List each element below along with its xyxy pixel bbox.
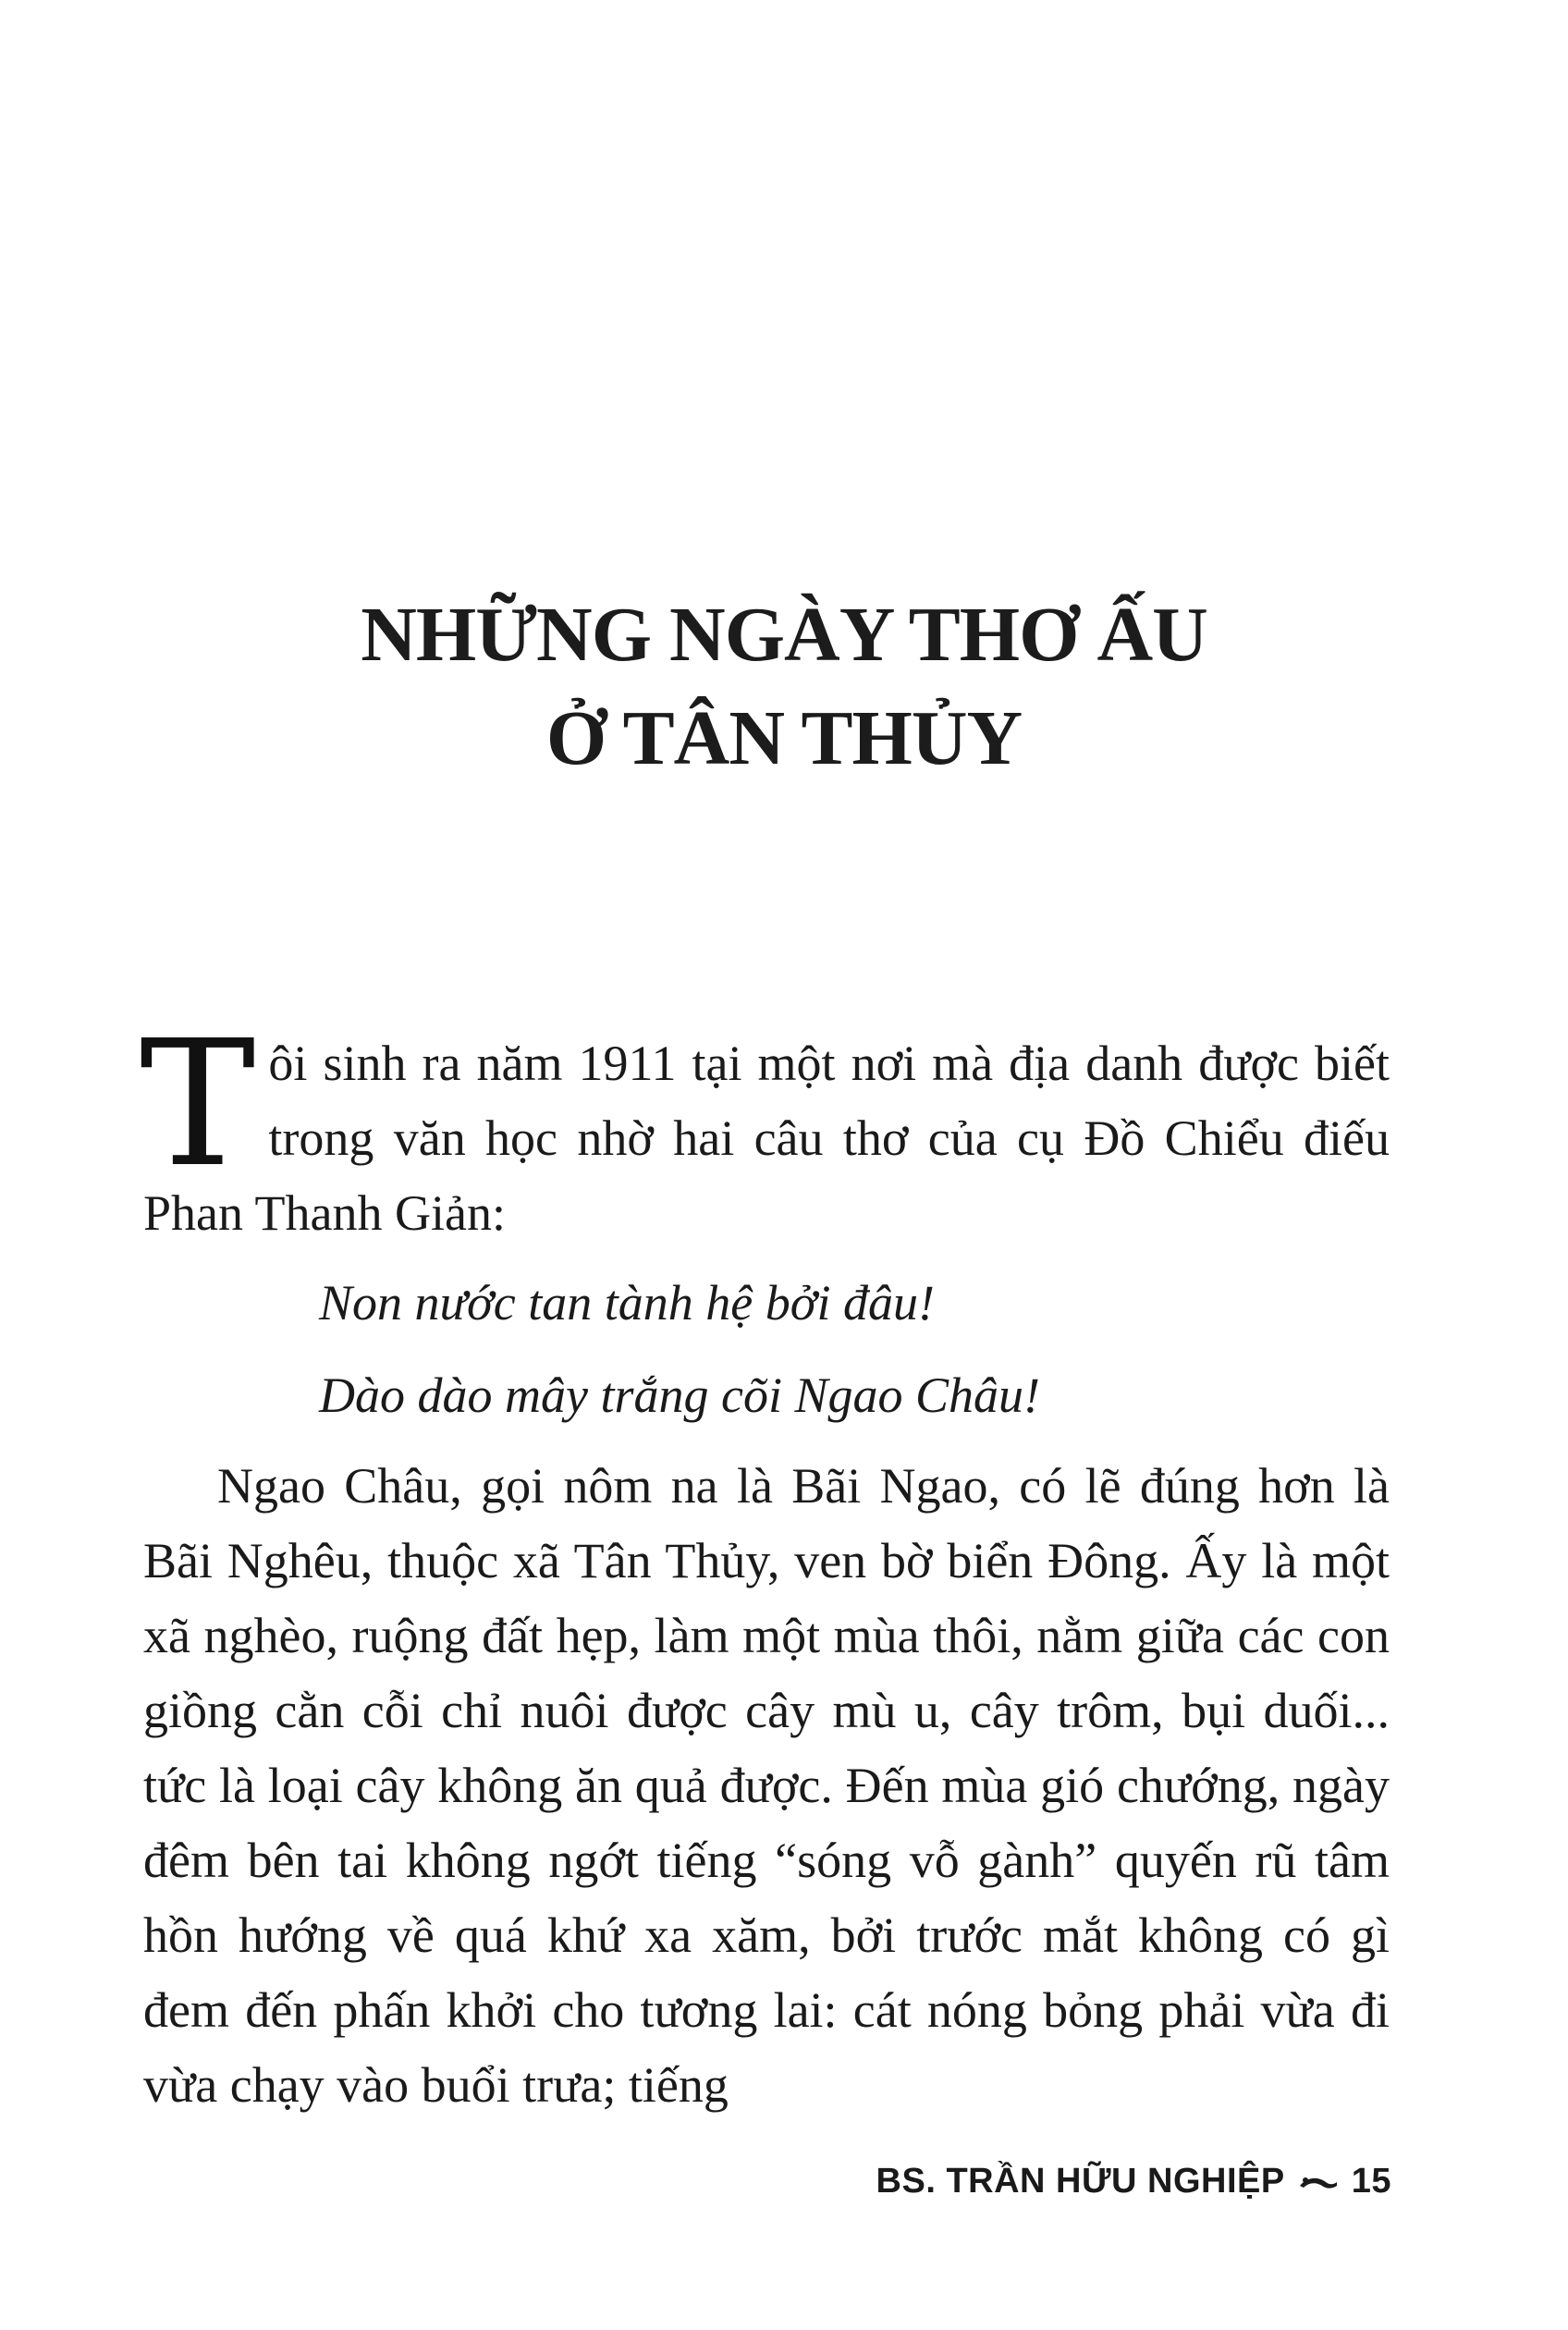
verse-quote <box>143 1257 1390 1441</box>
chapter-title-line-2: Ở TÂN THỦY <box>545 695 1023 782</box>
ornament-icon <box>1298 2173 1339 2191</box>
drop-cap: T <box>140 1003 256 1206</box>
verse-line-1: Non nước tan tành hệ bởi đâu! <box>319 1275 936 1331</box>
footer-author: BS. TRẦN HỮU NGHIỆP <box>876 2162 1285 2201</box>
verse-line-2: Dào dào mây trắng cõi Ngao Châu! <box>319 1367 1040 1423</box>
running-footer <box>876 2162 1391 2201</box>
chapter-title-line-1: NHỮNG NGÀY THƠ ẤU <box>361 592 1207 679</box>
chapter-body <box>140 1003 1390 2123</box>
opening-paragraph <box>140 1003 1390 1251</box>
chapter-title <box>0 583 1568 791</box>
page-number: 15 <box>1351 2162 1391 2201</box>
opening-paragraph-text: ôi sinh ra năm 1911 tại một nơi mà địa danh được biết trong văn học nhờ hai câu thơ của cụ Đồ Chiểu điếu Phan Thanh Giản: <box>143 1036 1390 1241</box>
body-paragraph: Ngao Châu, gọi nôm na là Bãi Ngao, có lẽ đúng hơn là Bãi Nghêu, thuộc xã Tân Thủy, ven bờ biển Đông. Ấy là một xã nghèo, ruộng đất hẹp, làm một mùa thôi, nằm giữa các con giồng cằn cỗi chỉ nuôi được cây mù u, cây trôm, bụi duối... tức là loại cây không ăn quả được. Đến mùa gió chướng, ngày đêm bên tai không ngớt tiếng “sóng vỗ gành” quyến rũ tâm hồn hướng về quá khứ xa xăm, bởi trước mắt không có gì đem đến phấn khởi cho tương lai: cát nóng bỏng phải vừa đi vừa chạy vào buổi trưa; tiếng <box>143 1458 1390 2113</box>
